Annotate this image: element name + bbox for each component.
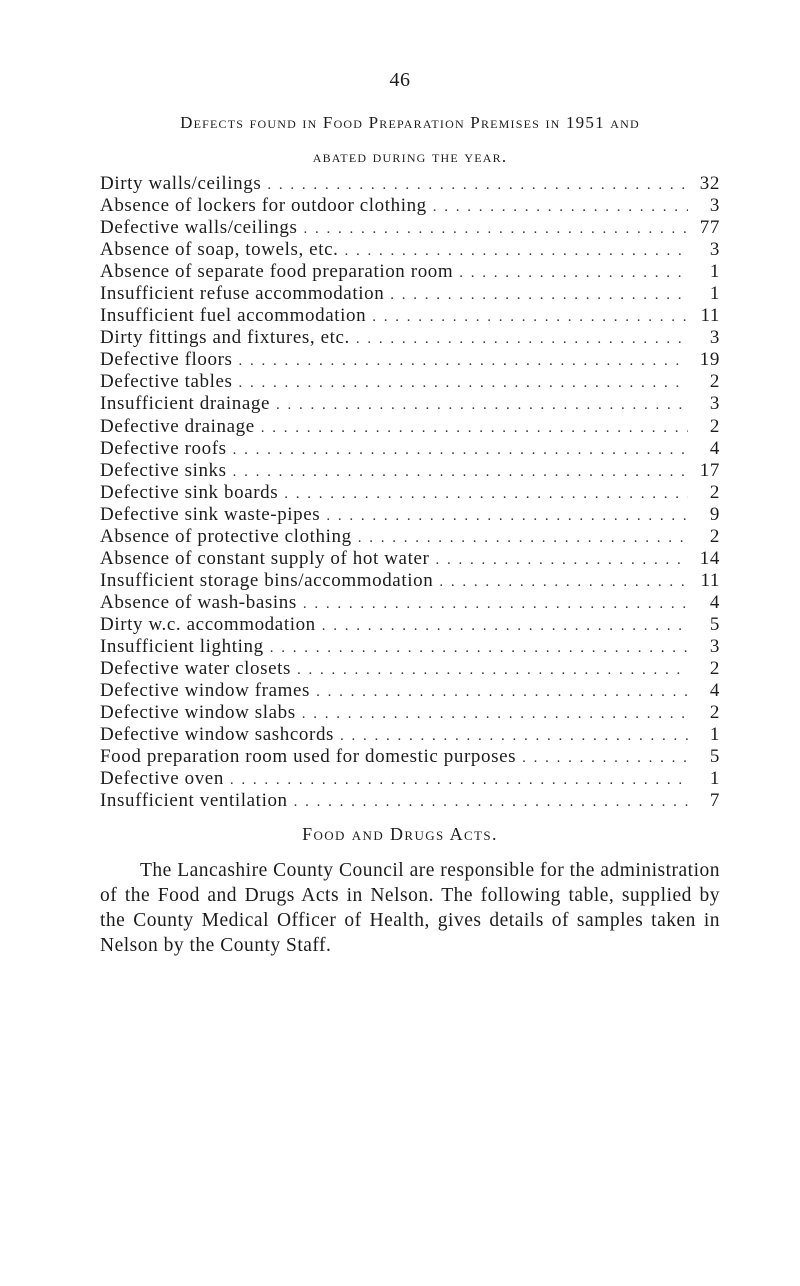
dot-leader (239, 375, 688, 392)
defect-row (100, 614, 720, 636)
defect-row (100, 460, 720, 482)
defect-label: Food preparation room used for domestic purposes (100, 746, 517, 768)
dot-leader (239, 353, 688, 370)
dot-leader (433, 199, 688, 216)
defect-label: Defective tables (100, 371, 233, 393)
dot-leader (344, 243, 688, 260)
defect-row (100, 636, 720, 658)
defect-row (100, 592, 720, 614)
defect-count: 14 (699, 547, 720, 569)
dot-leader (522, 750, 688, 767)
defect-count: 1 (709, 768, 720, 790)
defect-row (100, 526, 720, 548)
defects-list (100, 173, 720, 812)
defect-label: Defective oven (100, 768, 224, 790)
defect-row (100, 548, 720, 570)
defect-label: Absence of protective clothing (100, 525, 352, 547)
dot-leader (326, 508, 688, 525)
defect-count: 3 (709, 239, 720, 261)
defect-count: 3 (709, 393, 720, 415)
dot-leader (230, 772, 688, 789)
defect-label: Defective sink boards (100, 481, 279, 503)
defect-row (100, 217, 720, 239)
defect-row (100, 768, 720, 790)
dot-leader (358, 530, 688, 547)
dot-leader (270, 640, 688, 657)
dot-leader (459, 265, 688, 282)
defect-count: 77 (699, 217, 720, 239)
defect-count: 4 (709, 437, 720, 459)
defect-label: Insufficient refuse accommodation (100, 283, 385, 305)
dot-leader (294, 794, 688, 811)
defect-label: Absence of separate food preparation room (100, 261, 454, 283)
dot-leader (297, 662, 688, 679)
defect-label: Absence of constant supply of hot water (100, 547, 430, 569)
defect-count: 9 (709, 503, 720, 525)
dot-leader (303, 596, 688, 613)
dot-leader (284, 486, 688, 503)
defect-row (100, 173, 720, 195)
defect-row (100, 702, 720, 724)
defect-count: 4 (709, 680, 720, 702)
defect-count: 32 (699, 173, 720, 194)
defect-label: Defective sinks (100, 459, 227, 481)
dot-leader (267, 177, 688, 194)
defect-label: Dirty fittings and fixtures, etc. (100, 327, 350, 349)
dot-leader (356, 331, 688, 348)
defect-row (100, 349, 720, 371)
defect-row (100, 746, 720, 768)
defect-label: Defective drainage (100, 415, 255, 437)
defect-count: 11 (700, 305, 720, 327)
dot-leader (303, 221, 688, 238)
defect-row (100, 195, 720, 217)
defect-count: 19 (699, 349, 720, 371)
defect-count: 2 (709, 415, 720, 437)
defect-label: Defective window slabs (100, 702, 296, 724)
defect-label: Absence of wash-basins (100, 591, 297, 613)
defect-label: Defective window frames (100, 680, 311, 702)
dot-leader (276, 397, 688, 414)
page-number: 46 (389, 69, 411, 91)
dot-leader (322, 618, 688, 635)
defect-count: 1 (709, 283, 720, 305)
section-heading-line-1: Defects found in Food Preparation Premises in 1951 and (180, 113, 640, 132)
defect-label: Insufficient drainage (100, 393, 270, 415)
defect-row (100, 305, 720, 327)
defect-label: Absence of soap, towels, etc. (100, 239, 339, 261)
section-heading (90, 102, 730, 178)
defect-count: 2 (709, 525, 720, 547)
defect-count: 2 (709, 481, 720, 503)
defect-label: Insufficient storage bins/accommodation (100, 569, 434, 591)
food-drugs-acts-title: Food and Drugs Acts. (302, 824, 498, 844)
defect-row (100, 239, 720, 261)
defect-label: Dirty w.c. accommodation (100, 613, 316, 635)
food-drugs-acts-paragraph: The Lancashire County Council are responsible for the administration of the Food and Drugs Acts in Nelson. The following table, supplied by the County Medical Officer of Health, gives details of samples taken in Nelson by the County Staff. (100, 860, 720, 956)
dot-leader (390, 287, 688, 304)
defect-row (100, 438, 720, 460)
defect-row (100, 371, 720, 393)
dot-leader (372, 309, 688, 326)
dot-leader (302, 706, 688, 723)
defect-count: 2 (709, 702, 720, 724)
defect-row (100, 680, 720, 702)
defect-label: Defective walls/ceilings (100, 217, 298, 239)
defect-label: Dirty walls/ceilings (100, 173, 262, 194)
dot-leader (316, 684, 688, 701)
dot-leader (233, 442, 688, 459)
defect-label: Defective window sashcords (100, 724, 335, 746)
defect-count: 5 (709, 613, 720, 635)
defect-label: Insufficient fuel accommodation (100, 305, 367, 327)
defect-row (100, 393, 720, 415)
defect-count: 1 (709, 724, 720, 746)
defect-row (100, 327, 720, 349)
defect-label: Absence of lockers for outdoor clothing (100, 195, 427, 217)
defect-row (100, 261, 720, 283)
defect-count: 2 (709, 658, 720, 680)
defect-row (100, 724, 720, 746)
defect-row (100, 416, 720, 438)
defect-row (100, 283, 720, 305)
defect-count: 3 (709, 327, 720, 349)
dot-leader (261, 420, 688, 437)
defect-label: Defective water closets (100, 658, 292, 680)
defect-row (100, 658, 720, 680)
dot-leader (435, 552, 688, 569)
defect-count: 17 (699, 459, 720, 481)
defect-label: Defective floors (100, 349, 233, 371)
defect-label: Defective roofs (100, 437, 227, 459)
defect-label: Insufficient lighting (100, 635, 264, 657)
defect-count: 11 (700, 569, 720, 591)
defect-count: 2 (709, 371, 720, 393)
defect-row (100, 482, 720, 504)
defect-count: 3 (709, 635, 720, 657)
section-heading-line-2: abated during the year. (312, 147, 508, 166)
defect-label: Defective sink waste-pipes (100, 503, 321, 525)
defect-row (100, 570, 720, 592)
defect-count: 1 (709, 261, 720, 283)
defect-count: 3 (709, 195, 720, 217)
defect-label: Insufficient ventilation (100, 790, 288, 812)
dot-leader (340, 728, 688, 745)
defect-row (100, 504, 720, 526)
dot-leader (233, 464, 688, 481)
defect-count: 7 (709, 790, 720, 812)
defect-count: 4 (709, 591, 720, 613)
dot-leader (439, 574, 688, 591)
defect-row (100, 790, 720, 812)
defect-count: 5 (709, 746, 720, 768)
